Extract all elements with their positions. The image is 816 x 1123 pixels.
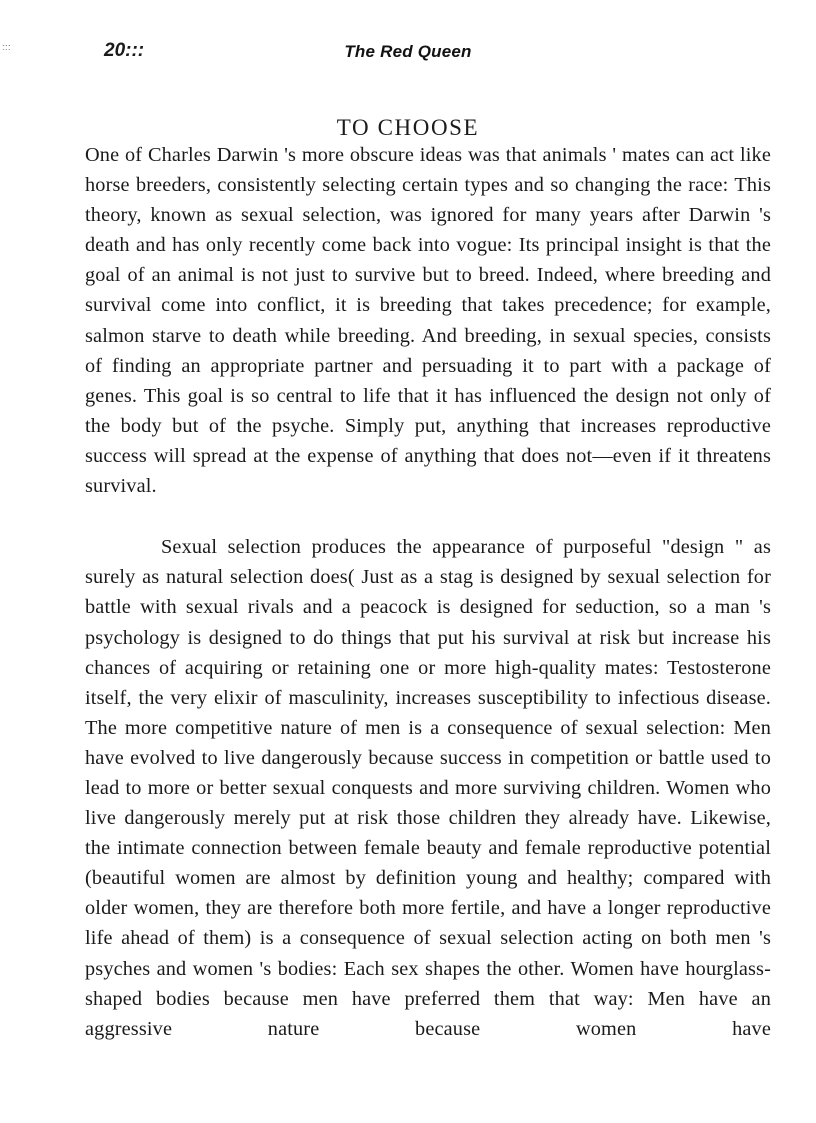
body-text bbox=[85, 140, 771, 1074]
page-number: 20::: bbox=[104, 40, 145, 61]
chapter-title: TO CHOOSE bbox=[336, 115, 480, 141]
scan-artifact-mark: ::: bbox=[2, 42, 12, 52]
paragraph: One of Charles Darwin 's more obscure ideas was that animals ' mates can act like horse breeders, consistently selecting certain types and so changing the race: This theory, known as sexual selection, was ignored for many years after Darwin 's death and has only recently come back into vogue: Its principal insight is that the goal of an animal is not just to survive but to breed. Indeed, where breeding and survival come into conflict, it is breeding that takes precedence; for example, salmon starve to death while breeding. And breeding, in sexual species, consists of finding an appropriate partner and persuading it to part with a package of genes. This goal is so central to life that it has influenced the design not only of the body but of the psyche. Simply put, anything that increases reproductive success will spread at the expense of anything that does not—even if it threatens survival. bbox=[85, 144, 771, 498]
paragraph: Sexual selection produces the appearance of purposeful "design " as surely as natural selection does( Just as a stag is designed by sexual selection for battle with sexual rivals and a peacock is designed for seduction, so a man 's psychology is designed to do things that put his survival at risk but increase his chances of acquiring or retaining one or more high-quality mates: Testosterone itself, the very elixir of masculinity, increases susceptibility to infectious disease. The more competitive nature of men is a consequence of sexual selection: Men have evolved to live dangerously because success in competition or battle used to lead to more or better sexual conquests and more surviving children. Women who live dangerously merely put at risk those children they already have. Likewise, the intimate connection between female beauty and female reproductive potential (beautiful women are almost by definition young and healthy; compared with older women, they are therefore both more fertile, and have a longer reproductive life ahead of them) is a consequence of sexual selection acting on both men 's psyches and women 's bodies: Each sex shapes the other. Women have hourglass-shaped bodies because men have preferred them that way: Men have an aggressive nature because women have bbox=[85, 536, 771, 1040]
book-title-header: The Red Queen bbox=[344, 42, 472, 61]
running-header bbox=[0, 40, 816, 66]
